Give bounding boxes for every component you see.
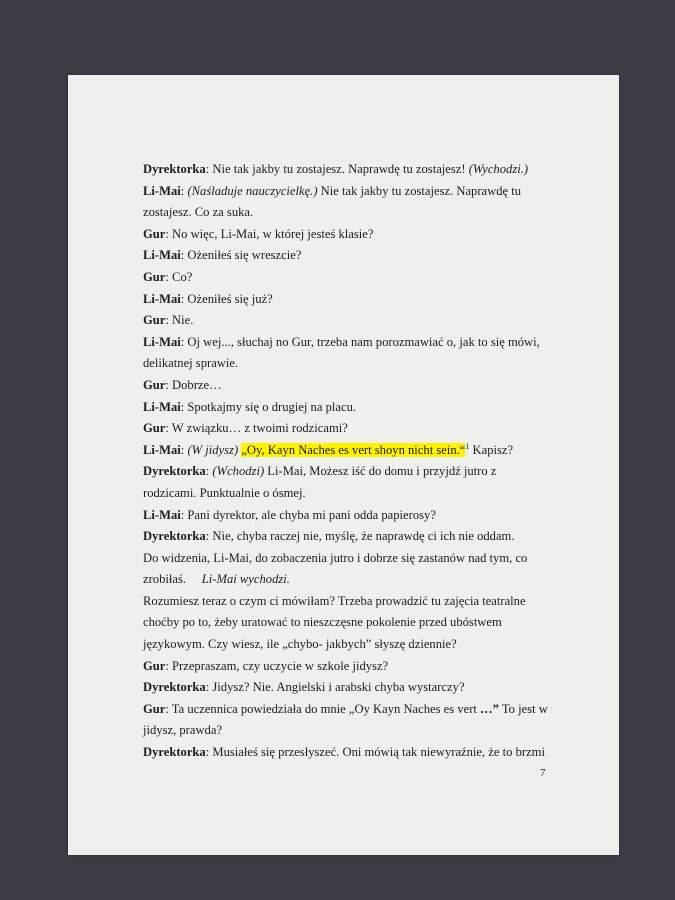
speaker-name: Gur bbox=[143, 421, 166, 436]
line-text: : bbox=[180, 183, 188, 198]
dialogue-line bbox=[143, 202, 563, 224]
line-text: choćby po to, żeby uratować to nieszczęsne pokolenie przed ubóstwem bbox=[143, 615, 502, 630]
line-text: : Pani dyrektor, ale chyba mi pani odda papierosy? bbox=[180, 507, 436, 522]
dialogue-line bbox=[143, 634, 563, 656]
footnote-marker: 1 bbox=[465, 441, 470, 451]
line-text: jidysz, prawda? bbox=[143, 723, 223, 738]
line-text: Li-Mai, Możesz iść do domu i przyjdź jutro z bbox=[264, 464, 497, 479]
dialogue-line bbox=[143, 656, 563, 678]
stage-direction: Li-Mai wychodzi. bbox=[201, 572, 290, 587]
dialogue-line bbox=[143, 418, 563, 440]
line-text: : Ożeniłeś się wreszcie? bbox=[180, 248, 302, 263]
line-text: zrobiłaś. bbox=[143, 572, 202, 587]
speaker-name: Dyrektorka bbox=[143, 162, 206, 176]
speaker-name: Li-Mai bbox=[143, 334, 181, 349]
dialogue-line bbox=[143, 483, 563, 505]
speaker-name: Li-Mai bbox=[143, 291, 181, 306]
line-text: : Ożeniłeś się już? bbox=[180, 291, 273, 306]
dialogue-line bbox=[143, 548, 563, 570]
line-text: : Nie, chyba raczej nie, myślę, że naprawdę ci ich nie oddam. bbox=[205, 529, 515, 544]
speaker-name: Gur bbox=[143, 377, 166, 392]
dialogue-line bbox=[143, 505, 563, 527]
dialogue-line bbox=[143, 310, 563, 332]
speaker-name: Dyrektorka bbox=[143, 745, 206, 760]
line-text: Kapisz? bbox=[469, 442, 514, 457]
line-text: : Nie. bbox=[165, 313, 194, 328]
speaker-name: Li-Mai bbox=[143, 248, 181, 263]
line-text: Rozumiesz teraz o czym ci mówiłam? Trzeba prowadzić tu zajęcia teatralne bbox=[143, 593, 526, 608]
dialogue-line bbox=[143, 440, 563, 462]
dialogue-line bbox=[143, 397, 563, 419]
dialogue-line bbox=[143, 591, 563, 613]
line-text: : bbox=[180, 442, 188, 457]
speaker-name: Gur bbox=[143, 658, 166, 673]
dialogue-line bbox=[143, 267, 563, 289]
document-page bbox=[68, 75, 619, 855]
dialogue-line bbox=[143, 526, 563, 548]
dialogue-line bbox=[143, 289, 563, 311]
dialogue-line bbox=[143, 461, 563, 483]
dialogue-line bbox=[143, 181, 563, 203]
line-text: : W związku… z twoimi rodzicami? bbox=[165, 421, 348, 436]
speaker-name: Gur bbox=[143, 701, 166, 716]
line-text: : Spotkajmy się o drugiej na placu. bbox=[180, 399, 357, 414]
dialogue-line bbox=[143, 159, 563, 181]
stage-direction: (Wchodzi) bbox=[212, 464, 265, 479]
line-text: : Co? bbox=[165, 269, 193, 284]
line-text: Nie tak jakby tu zostajesz. Naprawdę tu bbox=[317, 183, 522, 198]
dialogue-line bbox=[143, 332, 563, 354]
line-text: : Musiałeś się przesłyszeć. Oni mówią tak niewyraźnie, że to brzmi bbox=[205, 745, 545, 760]
speaker-name: Dyrektorka bbox=[143, 680, 206, 695]
line-text: językowym. Czy wiesz, ile „chybo- jakbych” słyszę dziennie? bbox=[143, 637, 457, 652]
dialogue-line bbox=[143, 677, 563, 699]
dialogue-line bbox=[143, 720, 563, 742]
line-text: Do widzenia, Li-Mai, do zobaczenia jutro i dobrze się zastanów nad tym, co bbox=[143, 550, 528, 565]
dialogue-text bbox=[143, 159, 563, 764]
line-text: delikatnej sprawie. bbox=[143, 356, 239, 371]
page-number: 7 bbox=[540, 767, 546, 779]
line-text: : No więc, Li-Mai, w której jesteś klasie? bbox=[165, 226, 374, 241]
speaker-name: Li-Mai bbox=[143, 183, 181, 198]
line-text: To jest w bbox=[498, 701, 548, 716]
dialogue-line bbox=[143, 224, 563, 246]
dialogue-line bbox=[143, 699, 563, 721]
dialogue-line bbox=[143, 375, 563, 397]
line-text: : bbox=[205, 464, 213, 479]
dialogue-line bbox=[143, 612, 563, 634]
speaker-name: Dyrektorka bbox=[143, 464, 206, 479]
highlighted-quote: „Oy, Kayn Naches es vert shoyn nicht sein.“ bbox=[241, 442, 466, 457]
dialogue-line bbox=[143, 569, 563, 591]
line-text: zostajesz. Co za suka. bbox=[143, 205, 254, 220]
speaker-name: Li-Mai bbox=[143, 507, 181, 522]
stage-direction: (W jidysz) bbox=[187, 442, 239, 457]
bold-text: …” bbox=[480, 701, 499, 716]
line-text: : Przepraszam, czy uczycie w szkole jidysz? bbox=[165, 658, 389, 673]
line-text: rodzicami. Punktualnie o ósmej. bbox=[143, 485, 306, 500]
line-text: : Nie tak jakby tu zostajesz. Naprawdę tu zostajesz! bbox=[205, 162, 469, 176]
line-text: : Dobrze… bbox=[165, 377, 222, 392]
line-text: : Ta uczennica powiedziała do mnie „Oy Kayn Naches es vert bbox=[165, 701, 481, 716]
stage-direction: (Naśladuje nauczycielkę.) bbox=[187, 183, 318, 198]
dialogue-line bbox=[143, 742, 563, 764]
line-text: : Oj wej..., słuchaj no Gur, trzeba nam porozmawiać o, jak to się mówi, bbox=[180, 334, 540, 349]
dialogue-line bbox=[143, 353, 563, 375]
speaker-name: Gur bbox=[143, 226, 166, 241]
speaker-name: Li-Mai bbox=[143, 399, 181, 414]
speaker-name: Li-Mai bbox=[143, 442, 181, 457]
speaker-name: Gur bbox=[143, 313, 166, 328]
speaker-name: Dyrektorka bbox=[143, 529, 206, 544]
line-text: : Jidysz? Nie. Angielski i arabski chyba wystarczy? bbox=[205, 680, 465, 695]
stage-direction: (Wychodzi.) bbox=[468, 162, 529, 176]
dialogue-line bbox=[143, 245, 563, 267]
speaker-name: Gur bbox=[143, 269, 166, 284]
